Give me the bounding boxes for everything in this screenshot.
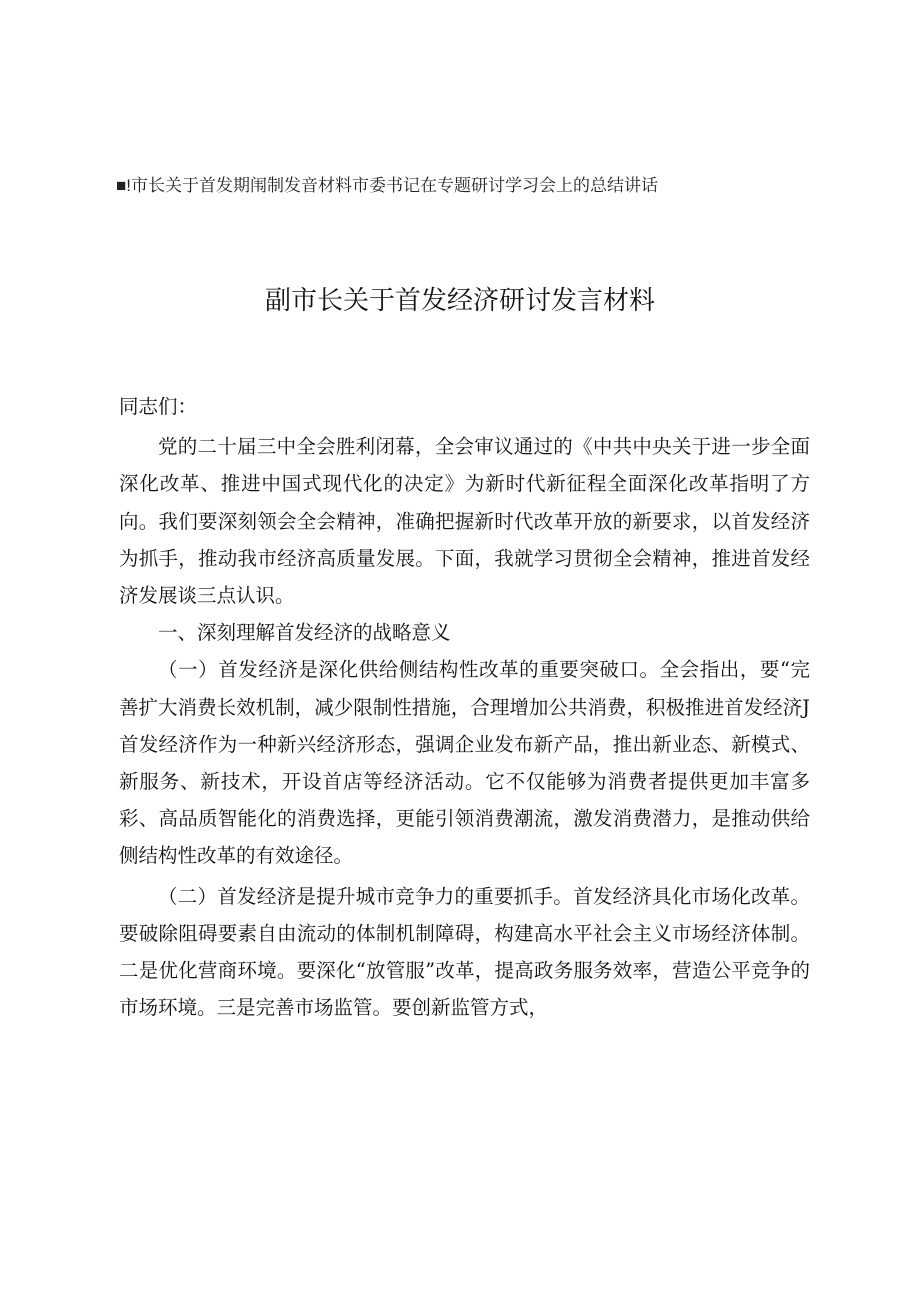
document-body [119,388,810,1026]
paragraph-intro: 党的二十届三中全会胜利闭幕，全会审议通过的《中共中央关于进一步全面深化改革、推进中国式现代化的决定》为新时代新征程全面深化改革指明了方向。我们要深刻领会全会精神，准确把握新时代改革开放的新要求，以首发经济为抓手，推动我市经济高质量发展。下面，我就学习贯彻全会精神，推进首发经济发展谈三点认识。 [119,435,810,608]
paragraph-subsection-2: （二）首发经济是提升城市竞争力的重要抓手。首发经济具化市场化改革。要破除阻碍要素自由流动的体制机制障碍，构建高水平社会主义市场经济体制。二是优化营商环境。要深化“放管服”改革，提高政务服务效率，营造公平竞争的市场环境。三是完善市场监管。要创新监管方式， [119,884,810,1020]
page-title: 副市长关于首发经济研讨发言材料 [264,285,655,315]
paragraph-subsection-1: （一）首发经济是深化供给侧结构性改革的重要突破口。全会指出，要“完善扩大消费长效机制，减少限制性措施，合理增加公共消费，积极推进首发经济J首发经济作为一种新兴经济形态，强调企业发布新产品，推出新业态、新模式、新服务、新技术，开设首店等经济活动。它不仅能够为消费者提供更加丰富多彩、高品质智能化的消费选择，更能引领消费潮流，激发消费潜力，是推动供给侧结构性改革的有效途径。 [119,658,810,868]
header-line: ■!市长关于首发期闱制发音材料市委书记在专题研讨学习会上的总结讲话 [116,176,658,195]
section-heading-1: 一、深刻理解首发经济的战略意义 [158,621,451,645]
salutation: 同志们： [119,395,198,418]
